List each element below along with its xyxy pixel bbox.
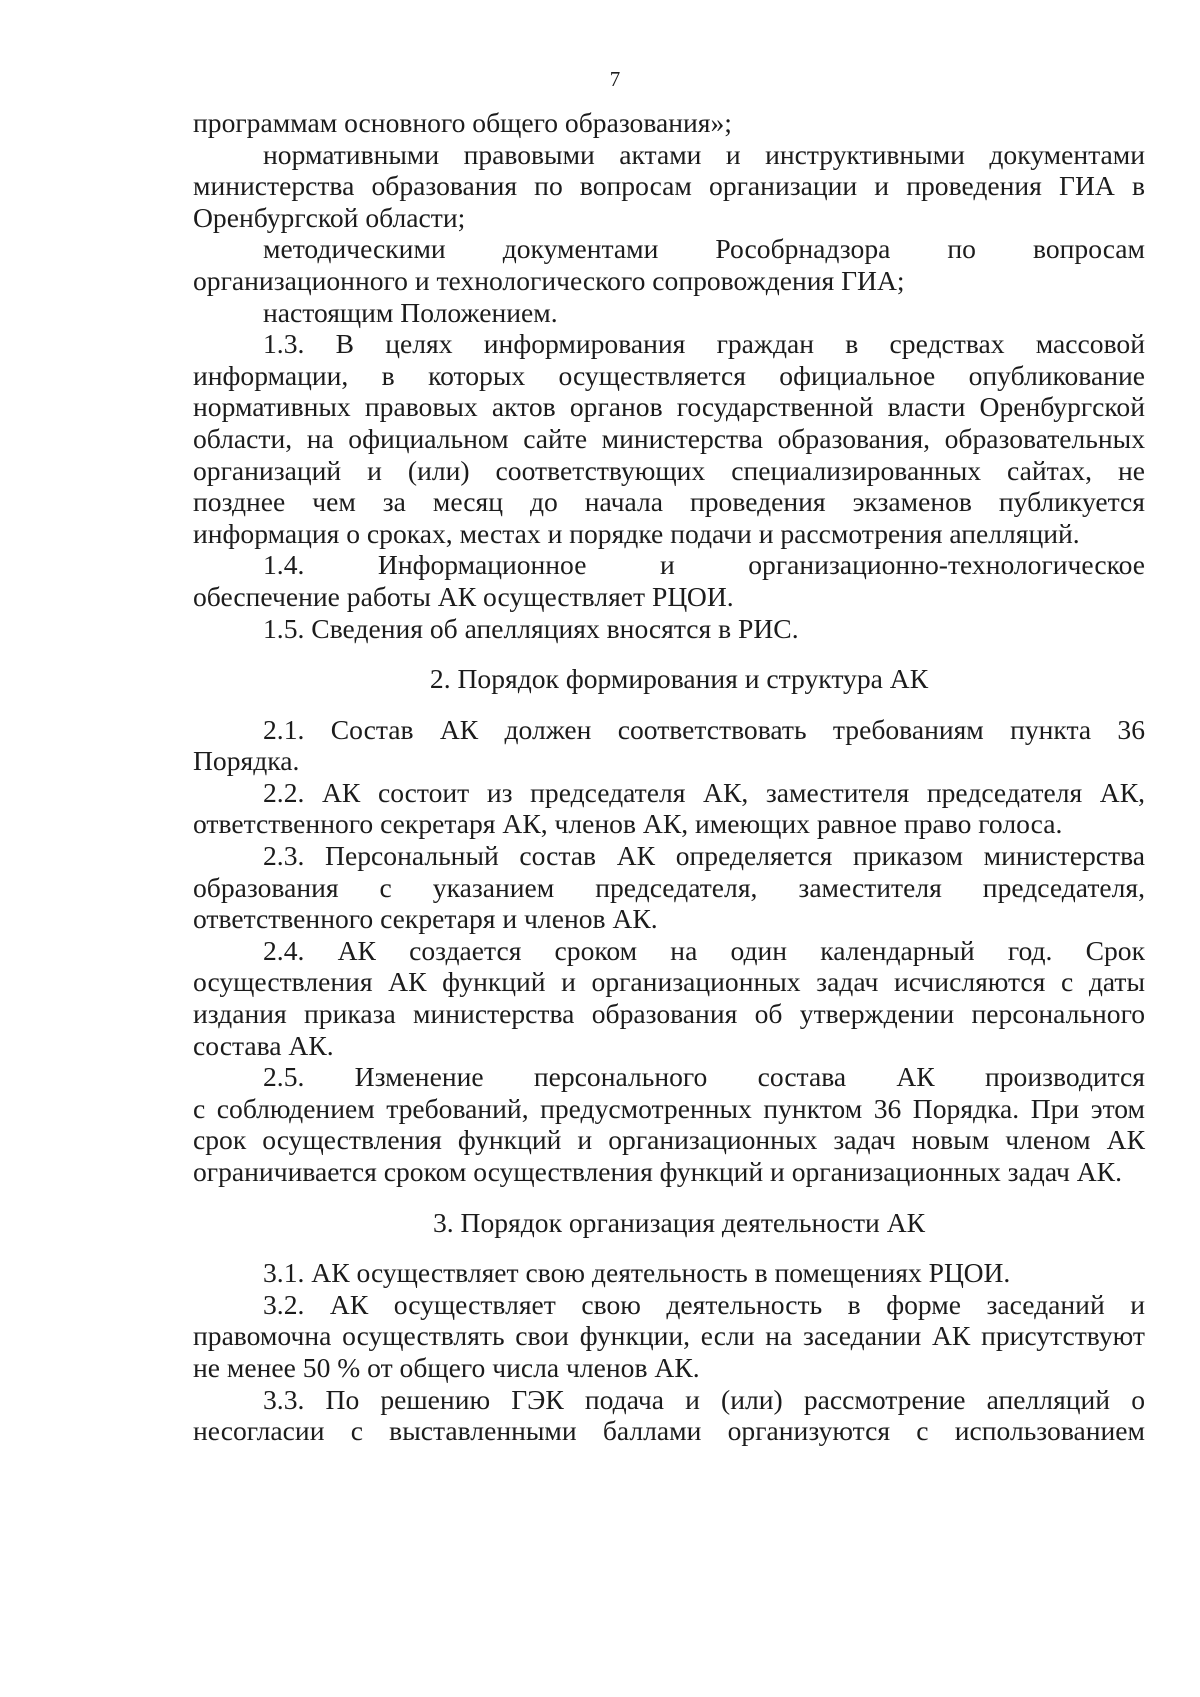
paragraph-line: области, на официальном сайте министерства образования, образовательных: [193, 422, 1145, 454]
paragraph-line: осуществления АК функций и организационных задач исчисляются с даты: [193, 966, 1145, 998]
paragraph-line: правомочна осуществлять свои функции, если на заседании АК присутствуют: [193, 1320, 1145, 1352]
paragraph-line: 1.5. Сведения об апелляциях вносятся в РИС.: [263, 612, 799, 644]
section-heading-3: 3. Порядок организация деятельности АК: [432, 1206, 926, 1238]
paragraph-line: программам основного общего образования»;: [193, 107, 732, 138]
paragraph-line: настоящим Положением.: [263, 296, 558, 328]
paragraph-3-1: [193, 1257, 1145, 1289]
paragraph-line: издания приказа министерства образования об утверждении персонального: [193, 998, 1145, 1030]
paragraph-3-3: [193, 1384, 1145, 1447]
paragraph-normative-acts: [193, 139, 1145, 234]
paragraph-1-4: [193, 549, 1145, 612]
paragraph-line: 2.1. Состав АК должен соответствовать требованиям пункта 36: [263, 713, 1145, 745]
paragraph-line: обеспечение работы АК осуществляет РЦОИ.: [193, 580, 734, 612]
paragraph-line: ограничивается сроком осуществления функций и организационных задач АК.: [193, 1156, 1122, 1187]
paragraph-line: 3.3. По решению ГЭК подача и (или) рассмотрение апелляций о: [263, 1383, 1145, 1415]
paragraph-line: образования с указанием председателя, заместителя председателя,: [193, 871, 1145, 903]
paragraph-line: 1.4. Информационное и организационно-технологическое: [263, 549, 1145, 581]
paragraph-continuation: [193, 107, 1145, 139]
paragraph-line: 3.2. АК осуществляет свою деятельность в форме заседаний и: [263, 1288, 1145, 1320]
paragraph-line: 2.4. АК создается сроком на один календарный год. Срок: [263, 934, 1145, 966]
paragraph-line: ответственного секретаря АК, членов АК, имеющих равное право голоса.: [193, 808, 1063, 840]
paragraph-line: позднее чем за месяц до начала проведения экзаменов публикуется: [193, 486, 1145, 518]
paragraph-1-5: [193, 613, 1145, 645]
paragraph-line: организационного и технологического сопровождения ГИА;: [193, 264, 905, 296]
paragraph-line: не менее 50 % от общего числа членов АК.: [193, 1351, 700, 1383]
paragraph-line: методическими документами Рособрнадзора по вопросам: [263, 233, 1145, 265]
paragraph-line: ответственного секретаря и членов АК.: [193, 903, 658, 935]
paragraph-line: информации, в которых осуществляется официальное опубликование: [193, 359, 1145, 391]
paragraph-line: 1.3. В целях информирования граждан в средствах массовой: [263, 328, 1145, 360]
paragraph-line: срок осуществления функций и организационных задач новым членом АК: [193, 1124, 1145, 1156]
paragraph-line: 3.1. АК осуществляет свою деятельность в помещениях РЦОИ.: [263, 1257, 1011, 1289]
paragraph-2-1: [193, 714, 1145, 777]
paragraph-2-3: [193, 840, 1145, 935]
paragraph-line: организаций и (или) соответствующих специализированных сайтах, не: [193, 454, 1145, 486]
paragraph-3-2: [193, 1289, 1145, 1384]
paragraph-1-3: [193, 328, 1145, 549]
paragraph-line: 2.3. Персональный состав АК определяется приказом министерства: [263, 840, 1145, 872]
paragraph-2-5: [193, 1061, 1145, 1187]
paragraph-line: 2.5. Изменение персонального состава АК производится: [263, 1061, 1145, 1093]
paragraph-line: информация о сроках, местах и порядке подачи и рассмотрения апелляций.: [193, 517, 1080, 549]
paragraph-line: министерства образования по вопросам организации и проведения ГИА в: [193, 170, 1145, 202]
paragraph-2-4: [193, 935, 1145, 1061]
paragraph-line: нормативных правовых актов органов государственной власти Оренбургской: [193, 391, 1145, 423]
paragraph-2-2: [193, 777, 1145, 840]
paragraph-line: с соблюдением требований, предусмотренных пунктом 36 Порядка. При этом: [193, 1092, 1145, 1124]
document-body: [193, 107, 1145, 1447]
paragraph-line: несогласии с выставленными баллами организуются с использованием: [193, 1415, 1145, 1447]
paragraph-line: состава АК.: [193, 1029, 334, 1061]
paragraph-line: 2.2. АК состоит из председателя АК, заместителя председателя АК,: [263, 776, 1145, 808]
paragraph-line: нормативными правовыми актами и инструктивными документами: [263, 138, 1145, 170]
page-number: 7: [609, 67, 621, 91]
paragraph-methodical-docs: [193, 233, 1145, 296]
paragraph-line: Порядка.: [193, 745, 300, 777]
paragraph-line: Оренбургской области;: [193, 201, 466, 233]
paragraph-this-regulation: [193, 297, 1145, 329]
section-heading-2: 2. Порядок формирования и структура АК: [429, 663, 929, 695]
